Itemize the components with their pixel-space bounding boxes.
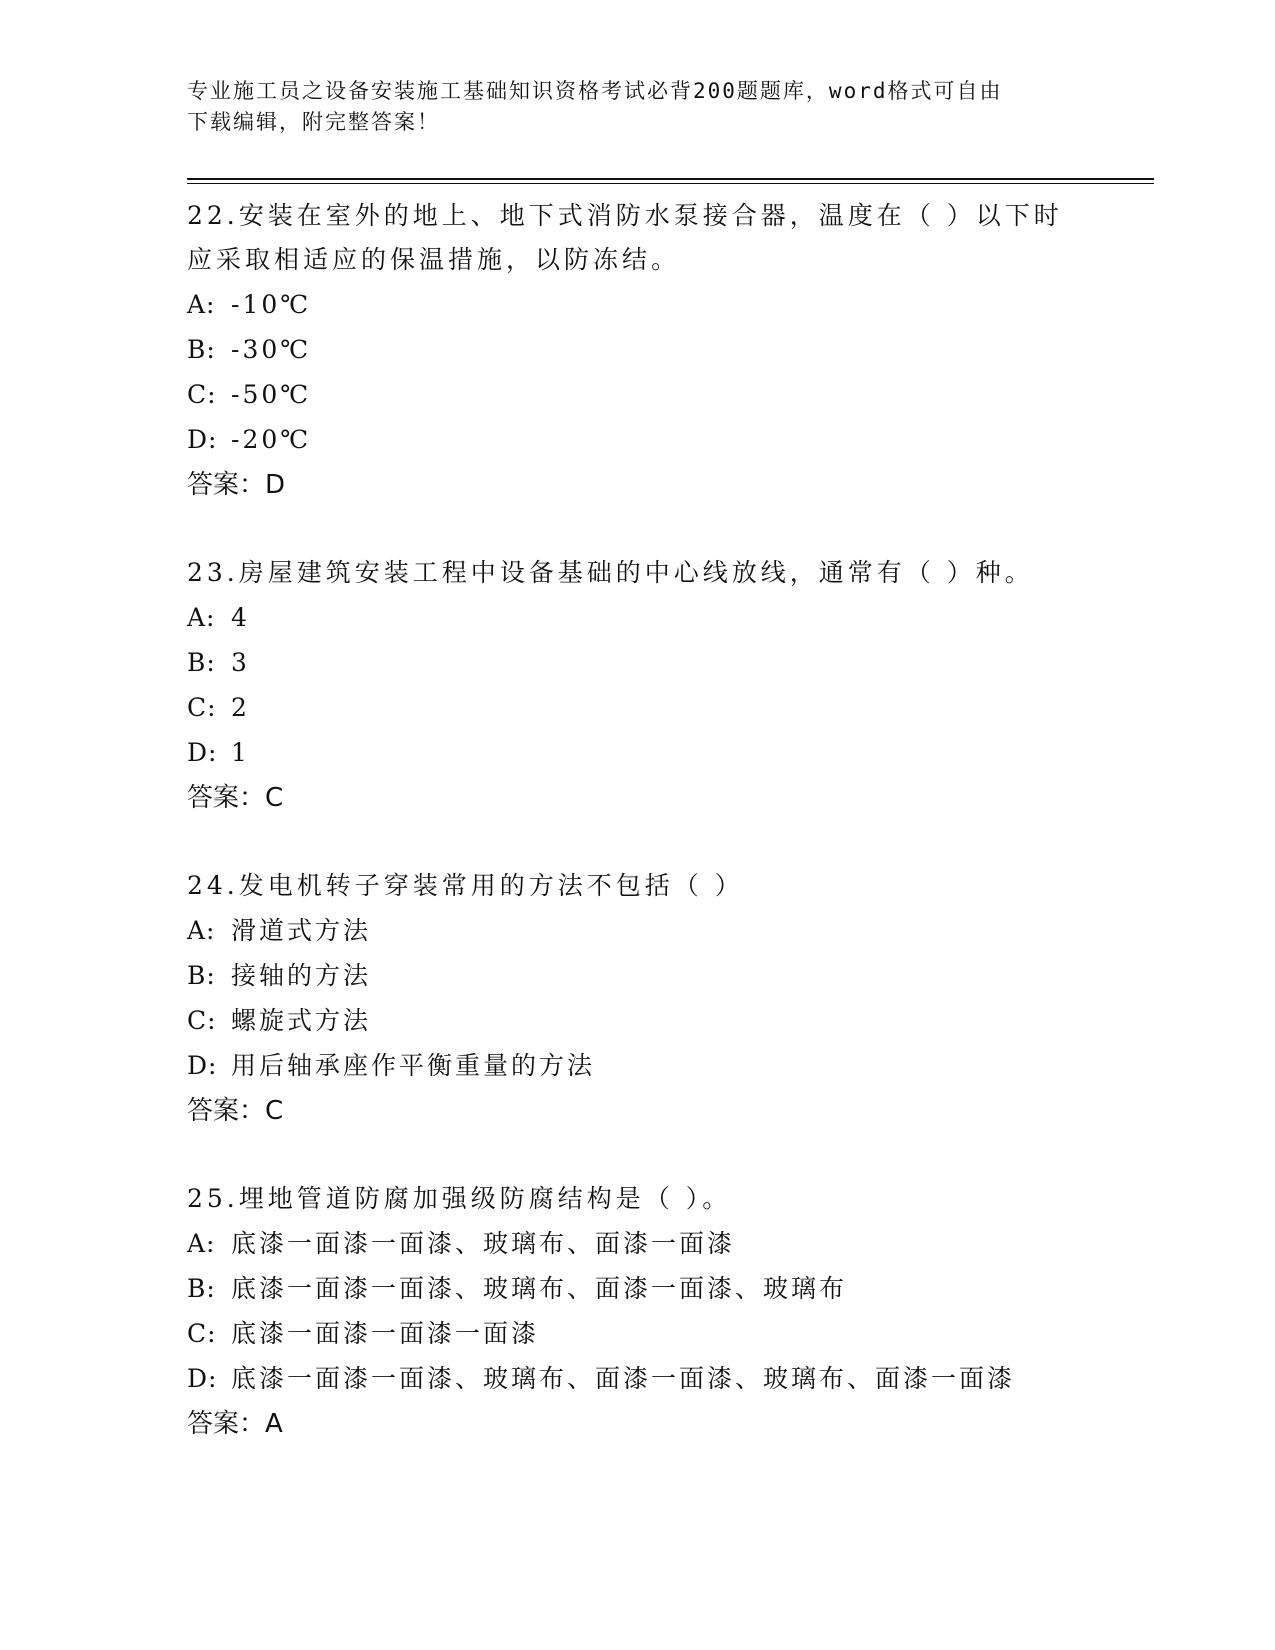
option-text: 2 bbox=[231, 693, 250, 722]
option-d bbox=[187, 1043, 1087, 1088]
option-key: D: bbox=[187, 1364, 218, 1393]
question-spacer bbox=[187, 508, 1087, 551]
option-key: D: bbox=[187, 738, 218, 767]
question-stem-line: 22.安装在室外的地上、地下式消防水泵接合器，温度在（ ）以下时 bbox=[187, 201, 1063, 230]
document-header bbox=[187, 76, 1067, 138]
option-text: 底漆一面漆一面漆、玻璃布、面漆一面漆、玻璃布 bbox=[231, 1274, 848, 1303]
header-line-1: 专业施工员之设备安装施工基础知识资格考试必背200题题库，word格式可自由 bbox=[187, 79, 1003, 103]
question-24 bbox=[187, 864, 1087, 1134]
answer-label: 答案：C bbox=[187, 1096, 284, 1126]
question-stem-line: 25.埋地管道防腐加强级防腐结构是（ ）。 bbox=[187, 1184, 732, 1213]
question-stem bbox=[187, 551, 1087, 595]
question-22 bbox=[187, 194, 1087, 508]
answer-label: 答案：A bbox=[187, 1409, 283, 1439]
option-key: A: bbox=[187, 1229, 216, 1258]
question-stem bbox=[187, 1177, 1087, 1221]
question-stem bbox=[187, 194, 1087, 282]
header-line-2: 下载编辑，附完整答案！ bbox=[187, 110, 440, 134]
option-d bbox=[187, 417, 1087, 462]
option-d bbox=[187, 730, 1087, 775]
option-key: D: bbox=[187, 1051, 218, 1080]
option-text: 用后轴承座作平衡重量的方法 bbox=[231, 1051, 596, 1080]
question-list bbox=[187, 194, 1087, 1447]
option-key: C: bbox=[187, 1319, 217, 1348]
option-c bbox=[187, 998, 1087, 1043]
question-25 bbox=[187, 1177, 1087, 1447]
answer-label: 答案：D bbox=[187, 470, 286, 500]
option-text: -20℃ bbox=[231, 425, 312, 454]
option-c bbox=[187, 685, 1087, 730]
option-text: 底漆一面漆一面漆、玻璃布、面漆一面漆、玻璃布、面漆一面漆 bbox=[231, 1364, 1016, 1393]
option-key: B: bbox=[187, 961, 216, 990]
question-stem-line: 24.发电机转子穿装常用的方法不包括（ ） bbox=[187, 871, 744, 900]
option-text: 底漆一面漆一面漆、玻璃布、面漆一面漆 bbox=[231, 1229, 736, 1258]
option-text: 螺旋式方法 bbox=[231, 1006, 372, 1035]
option-a bbox=[187, 595, 1087, 640]
option-text: -10℃ bbox=[231, 290, 312, 319]
option-b bbox=[187, 953, 1087, 998]
option-text: 4 bbox=[231, 603, 250, 632]
option-b bbox=[187, 640, 1087, 685]
option-key: C: bbox=[187, 380, 217, 409]
option-key: C: bbox=[187, 1006, 217, 1035]
option-b bbox=[187, 327, 1087, 372]
question-spacer bbox=[187, 1134, 1087, 1177]
option-c bbox=[187, 1311, 1087, 1356]
option-a bbox=[187, 1221, 1087, 1266]
option-text: 接轴的方法 bbox=[231, 961, 372, 990]
option-key: C: bbox=[187, 693, 217, 722]
option-text: 滑道式方法 bbox=[231, 916, 372, 945]
question-stem bbox=[187, 864, 1087, 908]
header-divider-thick bbox=[187, 178, 1154, 180]
option-key: D: bbox=[187, 425, 218, 454]
option-text: -30℃ bbox=[231, 335, 312, 364]
option-text: 3 bbox=[231, 648, 250, 677]
header-divider-thin bbox=[187, 183, 1154, 184]
question-stem-line: 应采取相适应的保温措施，以防冻结。 bbox=[187, 245, 681, 274]
option-key: B: bbox=[187, 648, 216, 677]
option-text: -50℃ bbox=[231, 380, 312, 409]
option-a bbox=[187, 908, 1087, 953]
option-key: A: bbox=[187, 603, 216, 632]
option-key: A: bbox=[187, 916, 216, 945]
option-a bbox=[187, 282, 1087, 327]
option-key: A: bbox=[187, 290, 216, 319]
answer-label: 答案：C bbox=[187, 783, 284, 813]
option-key: B: bbox=[187, 1274, 216, 1303]
option-d bbox=[187, 1356, 1087, 1401]
option-text: 1 bbox=[231, 738, 250, 767]
option-b bbox=[187, 1266, 1087, 1311]
option-key: B: bbox=[187, 335, 216, 364]
question-spacer bbox=[187, 821, 1087, 864]
question-stem-line: 23.房屋建筑安装工程中设备基础的中心线放线，通常有（ ）种。 bbox=[187, 558, 1034, 587]
option-c bbox=[187, 372, 1087, 417]
option-text: 底漆一面漆一面漆一面漆 bbox=[231, 1319, 540, 1348]
question-23 bbox=[187, 551, 1087, 821]
